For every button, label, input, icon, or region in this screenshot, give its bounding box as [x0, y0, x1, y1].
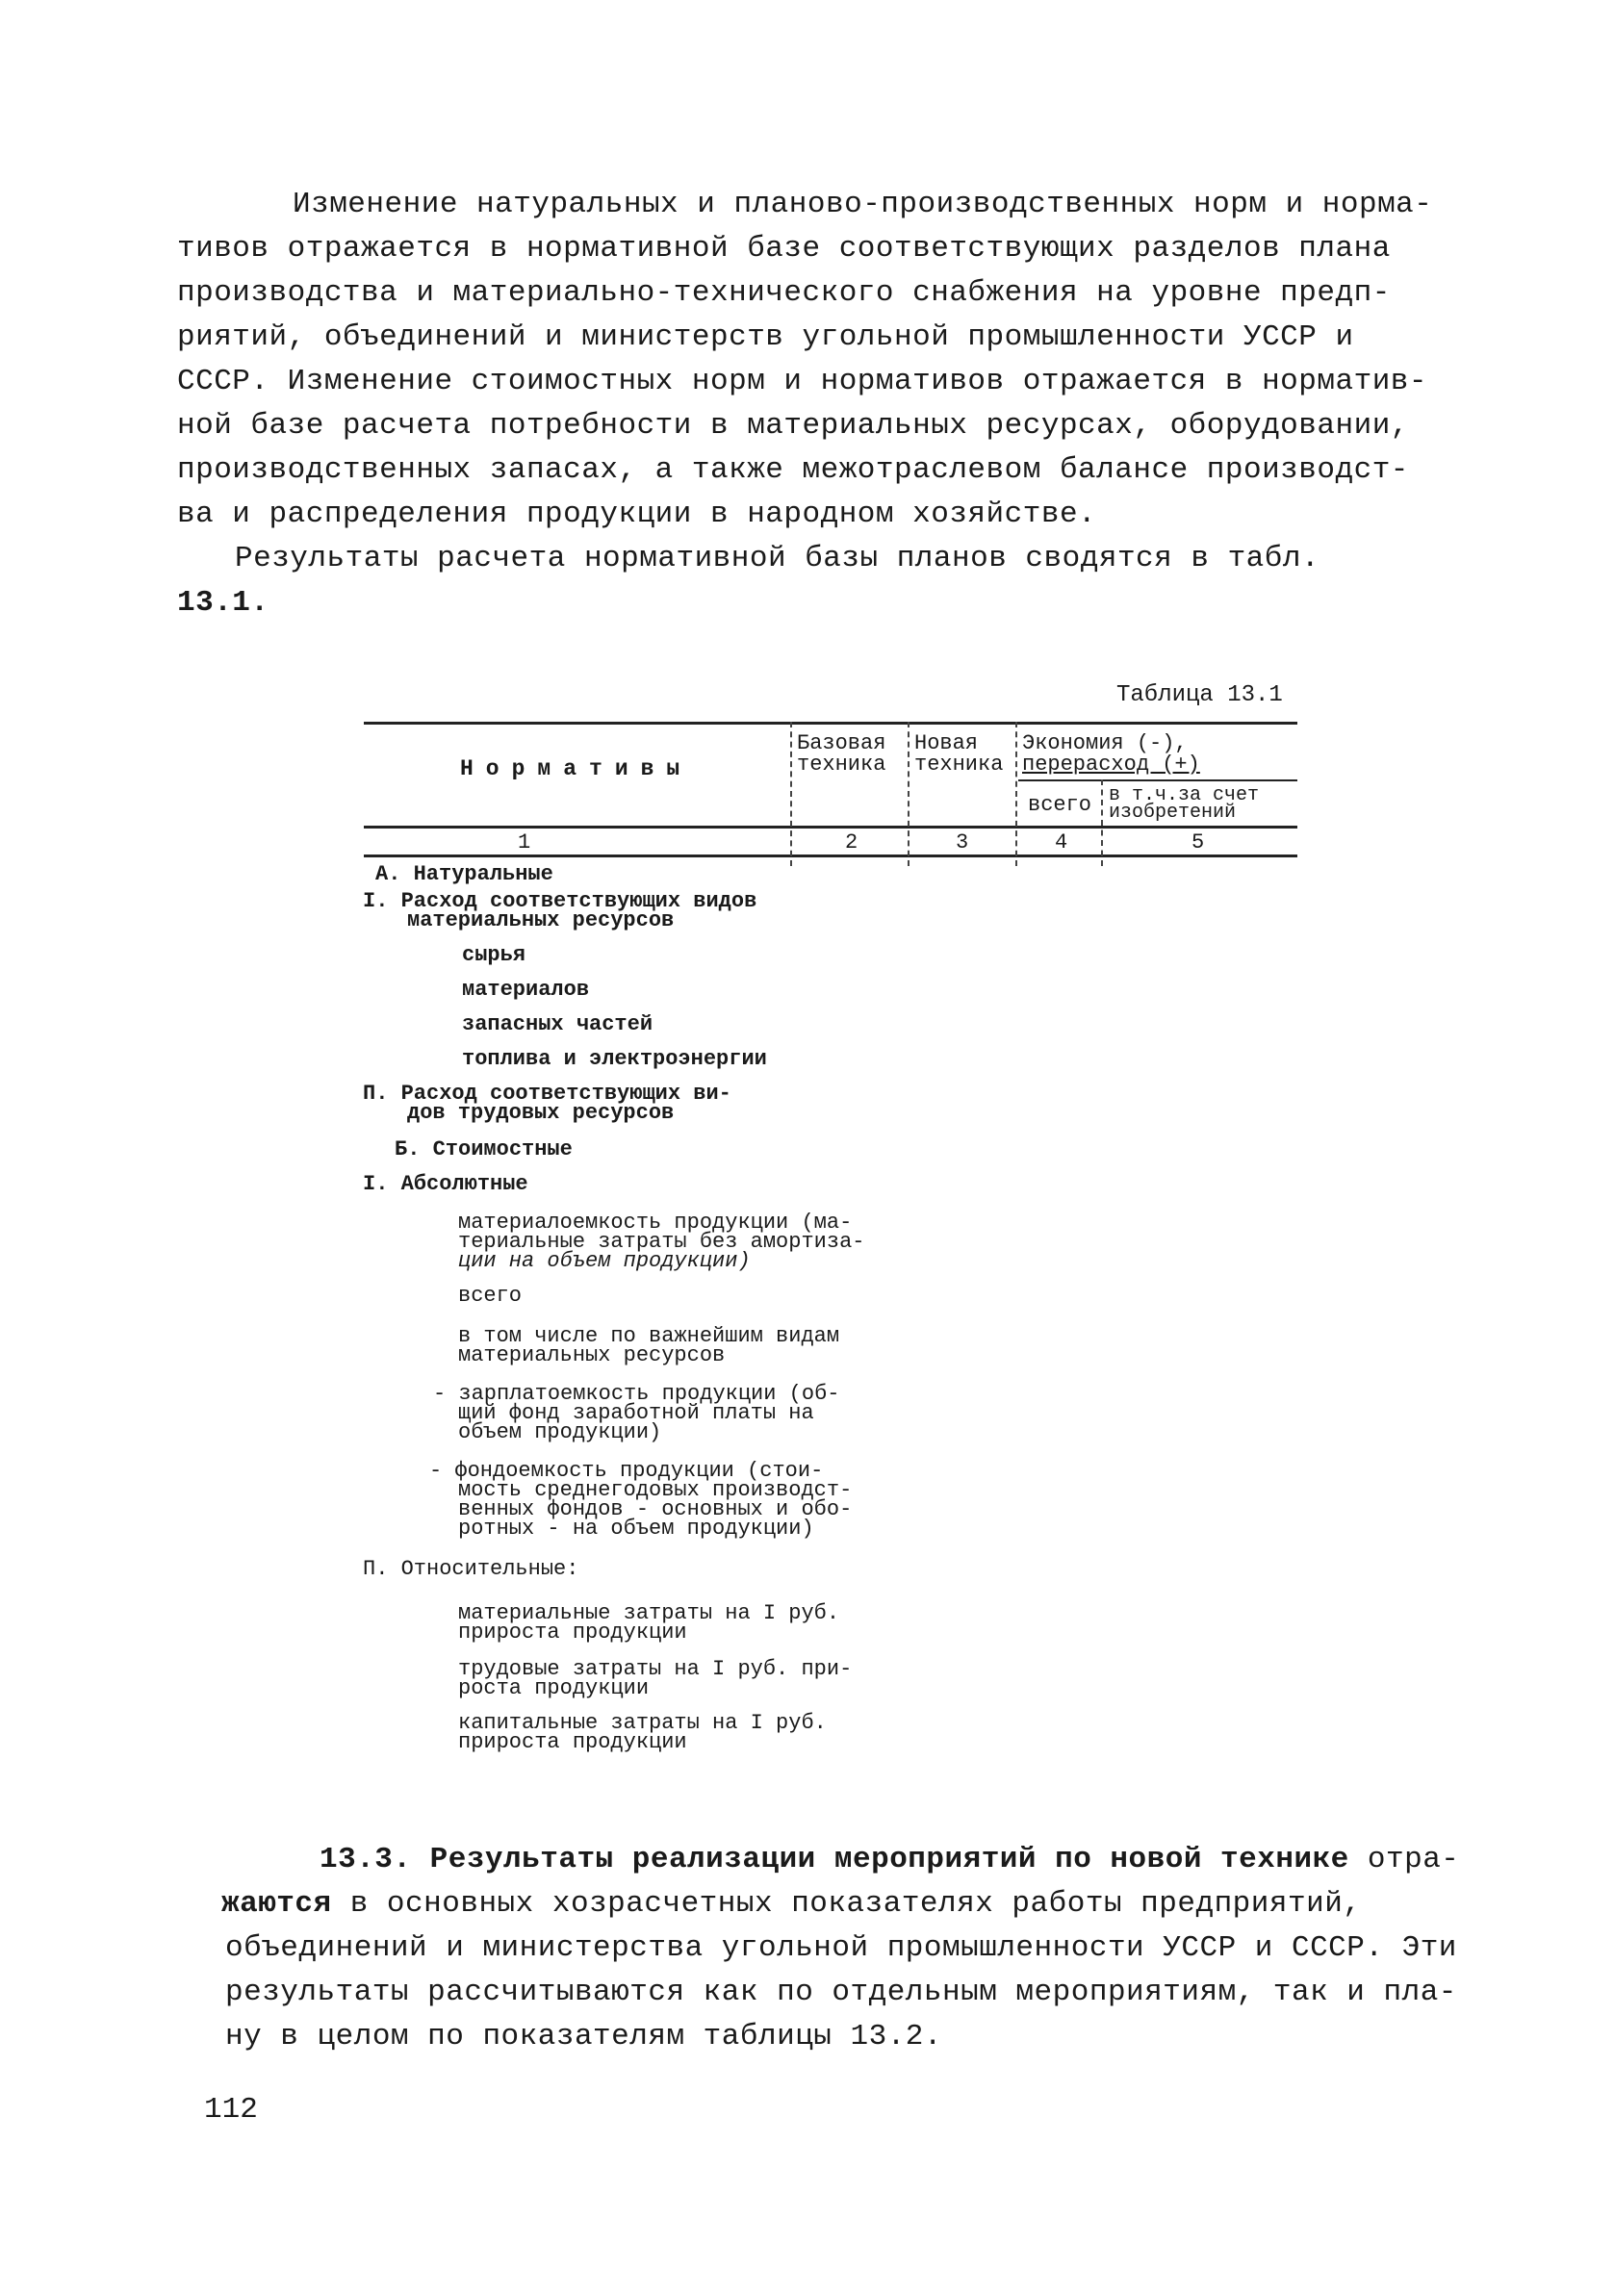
- section-title: 13.3. Результаты реализации мероприятий по новой технике: [320, 1843, 1349, 1876]
- header-incl-inventions: изобретений: [1109, 802, 1237, 824]
- intro-line: тивов отражается в нормативной базе соответствующих разделов плана: [177, 232, 1391, 266]
- row-absolute: I. Абсолютные: [363, 1172, 528, 1196]
- row-incl-key-resources: материальных ресурсов: [458, 1343, 726, 1367]
- row-material-intensity: ции на объем продукции): [458, 1249, 751, 1273]
- section-line: объединений и министерства угольной промышленности УССР и СССР. Эти: [225, 1931, 1457, 1965]
- table-caption: Таблица 13.1: [1116, 682, 1283, 708]
- section-line: [204, 1838, 1459, 1882]
- column-divider: [790, 722, 792, 866]
- row-cost-heading: Б. Стоимостные: [395, 1137, 573, 1161]
- row-capital-costs: капитальные затраты на I руб.: [458, 1711, 827, 1735]
- row-fuel-energy: топлива и электроэнергии: [462, 1047, 767, 1071]
- intro-line: ной базе расчета потребности в материальных ресурсах, оборудовании,: [177, 409, 1409, 443]
- row-labor-costs: роста продукции: [458, 1676, 650, 1700]
- header-new-tech: техника: [914, 753, 1004, 777]
- row-fund-intensity: ротных - на объем продукции): [458, 1517, 814, 1541]
- section-line: [221, 1882, 1459, 1926]
- column-number: 5: [1191, 830, 1205, 855]
- row-material-costs: прироста продукции: [458, 1620, 687, 1645]
- section-line: результаты рассчитываются как по отдельным мероприятиям, так и пла-: [225, 1976, 1457, 2009]
- row-labor-costs: трудовые затраты на I руб. при-: [458, 1657, 853, 1681]
- row-incl-key-resources: в том числе по важнейшим видам: [458, 1324, 840, 1348]
- column-number: 1: [518, 830, 531, 855]
- intro-line: СССР. Изменение стоимостных норм и нормативов отражается в норматив-: [177, 365, 1428, 398]
- row-labor-resources: П. Расход соответствующих ви-: [363, 1082, 731, 1106]
- row-material-resources: I. Расход соответствующих видов: [363, 889, 757, 913]
- intro-line: производства и материально-технического снабжения на уровне предп-: [177, 276, 1391, 310]
- header-normativy: Нормативы: [460, 756, 693, 781]
- page-number: 112: [204, 2093, 258, 2127]
- row-wage-intensity: объем продукции): [458, 1420, 662, 1444]
- table-header-rule: [364, 826, 1297, 829]
- intro-paragraph: [177, 183, 1438, 537]
- intro-line: Изменение натуральных и планово-производственных норм и норма-: [293, 188, 1433, 221]
- norms-table-header: [364, 712, 1297, 866]
- row-raw: сырья: [462, 943, 526, 967]
- section-text-bold: жаются: [221, 1887, 332, 1921]
- column-number: 4: [1055, 830, 1068, 855]
- row-fund-intensity: венных фондов - основных и обо-: [458, 1497, 853, 1521]
- row-natural-heading: А. Натуральные: [375, 862, 553, 886]
- table-number-rule: [364, 855, 1297, 857]
- row-wage-intensity: щий фонд заработной платы на: [458, 1401, 814, 1425]
- row-spare-parts: запасных частей: [462, 1012, 653, 1036]
- row-fund-intensity: - фондоемкость продукции (стои-: [429, 1459, 824, 1483]
- header-new-tech: Новая: [914, 731, 979, 755]
- intro-line: ва и распределения продукции в народном хозяйстве.: [177, 497, 1097, 531]
- row-material-resources: материальных ресурсов: [407, 908, 675, 932]
- section-text: отра-: [1348, 1843, 1460, 1876]
- column-divider: [1101, 779, 1103, 866]
- header-total: всего: [1028, 793, 1092, 817]
- row-material-intensity: териальные затраты без амортиза-: [458, 1230, 865, 1254]
- row-capital-costs: прироста продукции: [458, 1730, 687, 1754]
- row-fund-intensity: мость среднегодовых производст-: [458, 1478, 853, 1502]
- intro-line: риятий, объединений и министерств угольной промышленности УССР и: [177, 320, 1354, 354]
- row-relative: П. Относительные:: [363, 1557, 579, 1581]
- header-incl-inventions: в т.ч.за счет: [1109, 784, 1260, 806]
- column-divider: [1015, 722, 1017, 866]
- header-economy: Экономия (-),: [1022, 731, 1188, 755]
- row-labor-resources: дов трудовых ресурсов: [407, 1101, 675, 1125]
- column-number: 2: [845, 830, 858, 855]
- economy-subrule: [1018, 779, 1297, 781]
- column-divider: [908, 722, 909, 866]
- header-base-tech: Базовая: [797, 731, 886, 755]
- section-13-3: [204, 1838, 1459, 2059]
- row-material-intensity: материалоемкость продукции (ма-: [458, 1211, 853, 1235]
- section-line: ну в целом по показателям таблицы 13.2.: [225, 2020, 943, 2054]
- row-material-costs: материальные затраты на I руб.: [458, 1601, 840, 1625]
- intro-line: производственных запасах, а также межотраслевом балансе производст-: [177, 453, 1409, 487]
- table-top-rule: [364, 722, 1297, 725]
- row-wage-intensity: - зарплатоемкость продукции (об-: [433, 1382, 840, 1406]
- table-reference-line: Результаты расчета нормативной базы планов сводятся в табл.: [235, 542, 1320, 575]
- header-economy: перерасход (+): [1022, 753, 1200, 777]
- column-number: 3: [956, 830, 969, 855]
- header-base-tech: техника: [797, 753, 886, 777]
- section-text: в основных хозрасчетных показателях работы предприятий,: [331, 1887, 1362, 1921]
- table-reference-number: 13.1.: [177, 586, 269, 620]
- row-materials: материалов: [462, 978, 590, 1002]
- table-reference: [177, 537, 1320, 625]
- row-total: всего: [458, 1284, 523, 1308]
